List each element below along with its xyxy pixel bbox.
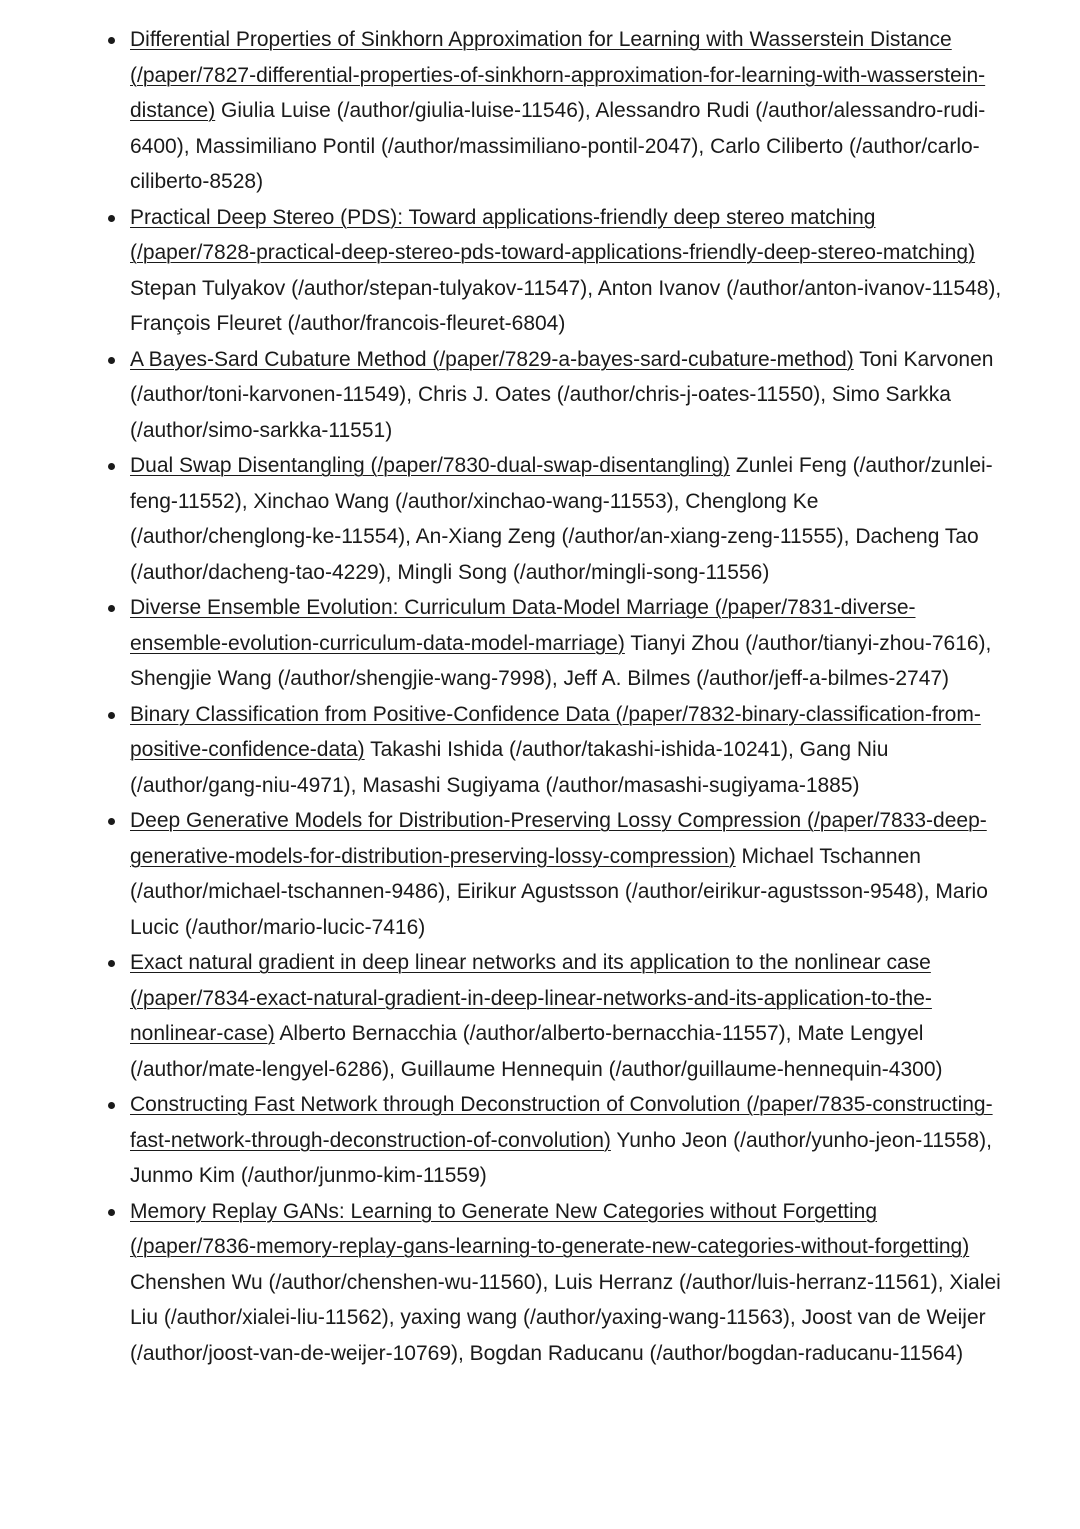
author-list: Giulia Luise (/author/giulia-luise-11546), Alessandro Rudi (/author/alessandro-rudi-6400), Massimiliano Pontil (/author/massimiliano-pontil-2047), Carlo Ciliberto (/author/carlo-ciliberto-8528) — [130, 99, 986, 193]
list-item — [130, 1194, 1006, 1372]
paper-link[interactable]: Binary Classification from Positive-Confidence Data (/paper/7832-binary-classification-from-positive-confidence-data) — [130, 702, 981, 761]
paper-link[interactable]: Practical Deep Stereo (PDS): Toward applications-friendly deep stereo matching (/paper/7828-practical-deep-stereo-pds-toward-applications-friendly-deep-stereo-matching) — [130, 205, 976, 264]
paper-list — [130, 22, 1006, 1371]
author-list: Yunho Jeon (/author/yunho-jeon-11558), Junmo Kim (/author/junmo-kim-11559) — [130, 1128, 992, 1187]
bullet-icon — [108, 1209, 115, 1216]
bullet-icon — [108, 960, 115, 967]
author-list: Chenshen Wu (/author/chenshen-wu-11560), Luis Herranz (/author/luis-herranz-11561), Xialei Liu (/author/xialei-liu-11562), yaxing wang (/author/yaxing-wang-11563), Joost van de Weijer (/author/joost-van-de-weijer-10769), Bogdan Raducanu (/author/bogdan-raducanu-11564) — [130, 1270, 1001, 1365]
list-item — [130, 1087, 1006, 1194]
list-item — [130, 590, 1006, 697]
list-item — [130, 342, 1006, 449]
author-list: Toni Karvonen (/author/toni-karvonen-11549), Chris J. Oates (/author/chris-j-oates-11550), Simo Sarkka (/author/simo-sarkka-11551) — [130, 347, 994, 442]
bullet-icon — [108, 215, 115, 222]
bullet-icon — [108, 1102, 115, 1109]
list-item — [130, 448, 1006, 590]
paper-link[interactable]: Dual Swap Disentangling (/paper/7830-dual-swap-disentangling) — [130, 454, 731, 477]
paper-link[interactable]: Diverse Ensemble Evolution: Curriculum Data-Model Marriage (/paper/7831-diverse-ensemble-evolution-curriculum-data-model-marriage) — [130, 596, 916, 655]
bullet-icon — [108, 357, 115, 364]
list-item — [130, 697, 1006, 804]
paper-link[interactable]: Deep Generative Models for Distribution-Preserving Lossy Compression (/paper/7833-deep-generative-models-for-distribution-preserving-lossy-compression) — [130, 809, 987, 868]
bullet-icon — [108, 605, 115, 612]
list-item — [130, 945, 1006, 1087]
bullet-icon — [108, 37, 115, 44]
paper-link[interactable]: Constructing Fast Network through Deconstruction of Convolution (/paper/7835-constructing-fast-network-through-deconstruction-of-convolution) — [130, 1093, 993, 1152]
paper-link[interactable]: Differential Properties of Sinkhorn Approximation for Learning with Wasserstein Distance (/paper/7827-differential-properties-of-sinkhorn-approximation-for-learning-with-wasserstein-distance) — [130, 28, 986, 122]
author-list: Stepan Tulyakov (/author/stepan-tulyakov-11547), Anton Ivanov (/author/anton-ivanov-11548), François Fleuret (/author/francois-fleuret-6804) — [130, 276, 1002, 335]
paper-link[interactable]: A Bayes-Sard Cubature Method (/paper/7829-a-bayes-sard-cubature-method) — [130, 347, 854, 371]
list-item — [130, 22, 1006, 200]
author-list: Takashi Ishida (/author/takashi-ishida-10241), Gang Niu (/author/gang-niu-4971), Masashi Sugiyama (/author/masashi-sugiyama-1885) — [130, 738, 889, 797]
author-list: Tianyi Zhou (/author/tianyi-zhou-7616), Shengjie Wang (/author/shengjie-wang-7998), Jeff A. Bilmes (/author/jeff-a-bilmes-2747) — [130, 631, 992, 690]
author-list: Michael Tschannen (/author/michael-tschannen-9486), Eirikur Agustsson (/author/eirikur-agustsson-9548), Mario Lucic (/author/mario-lucic-7416) — [130, 844, 988, 939]
bullet-icon — [108, 463, 115, 470]
paper-link[interactable]: Memory Replay GANs: Learning to Generate New Categories without Forgetting (/paper/7836-memory-replay-gans-learning-to-generate-new-categories-without-forgetting) — [130, 1199, 970, 1258]
list-item — [130, 803, 1006, 945]
list-item — [130, 200, 1006, 342]
author-list: Zunlei Feng (/author/zunlei-feng-11552), Xinchao Wang (/author/xinchao-wang-11553), Chenglong Ke (/author/chenglong-ke-11554), An-Xiang Zeng (/author/an-xiang-zeng-11555), Dacheng Tao (/author/dacheng-tao-4229), Mingli Song (/author/mingli-song-11556) — [130, 454, 993, 584]
paper-link[interactable]: Exact natural gradient in deep linear networks and its application to the nonlinear case (/paper/7834-exact-natural-gradient-in-deep-linear-networks-and-its-application-to-the-nonlinear-case) — [130, 951, 932, 1045]
bullet-icon — [108, 818, 115, 825]
bullet-icon — [108, 712, 115, 719]
author-list: Alberto Bernacchia (/author/alberto-bernacchia-11557), Mate Lengyel (/author/mate-lengyel-6286), Guillaume Hennequin (/author/guillaume-hennequin-4300) — [130, 1022, 943, 1081]
